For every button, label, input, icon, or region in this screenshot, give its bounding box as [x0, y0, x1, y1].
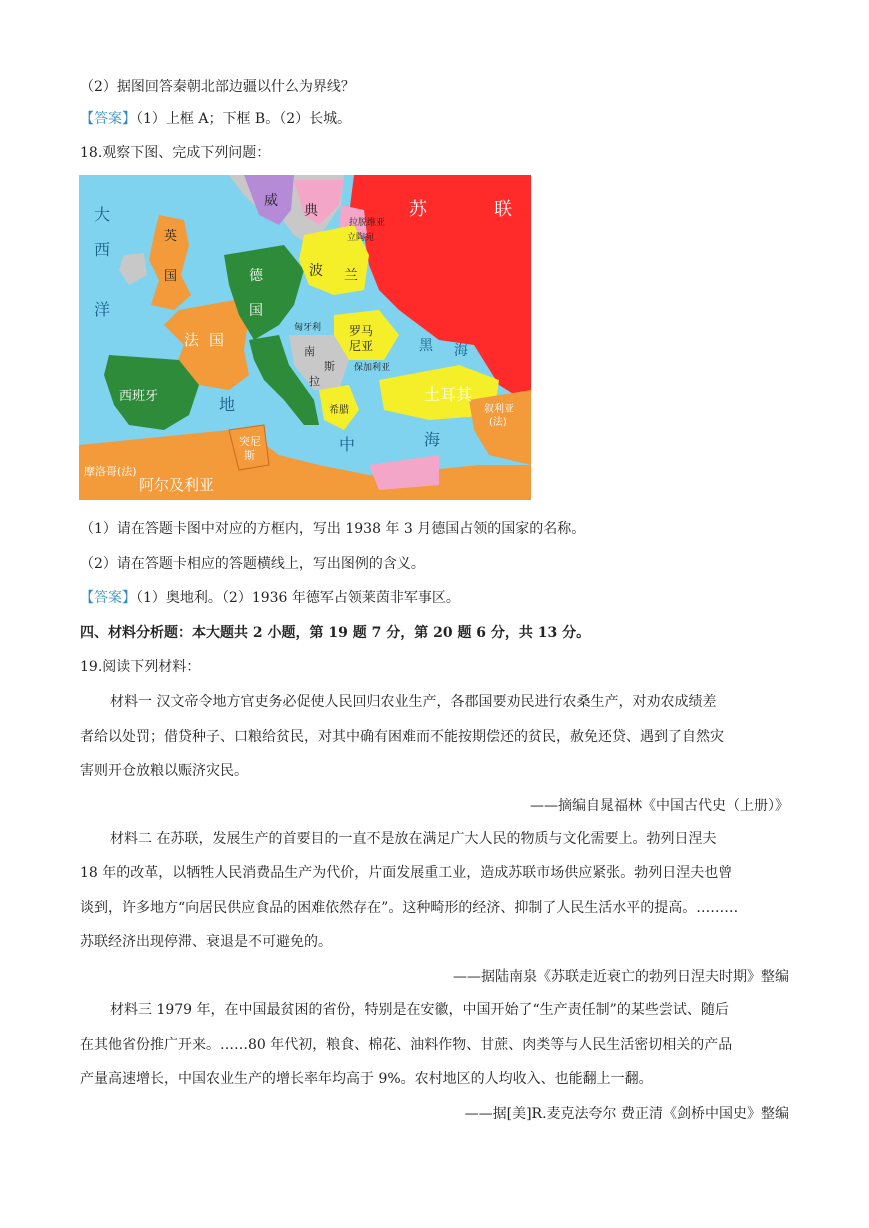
svg-text:斯: 斯 — [324, 360, 335, 373]
section4-heading: 四、材料分析题：本大题共 2 小题，第 19 题 7 分，第 20 题 6 分，共 13 分。 — [80, 625, 591, 641]
svg-text:立陶宛: 立陶宛 — [347, 233, 375, 243]
svg-text:西: 西 — [94, 240, 111, 259]
svg-text:国: 国 — [164, 269, 178, 284]
q17-answer — [80, 108, 351, 128]
svg-text:(法): (法) — [489, 417, 507, 428]
svg-text:洋: 洋 — [94, 300, 111, 319]
q17-part2: （2）据图回答秦朝北部边疆以什么为界线？ — [80, 79, 355, 95]
map-label-soviet1: 苏 — [409, 199, 427, 220]
material2-line1: 材料二 在苏联，发展生产的首要目的一直不是放在满足广大人民的物质与文化需要上。勃列日涅夫 — [110, 831, 717, 847]
svg-text:中: 中 — [339, 435, 356, 454]
material3-line2: 在其他省份推广开来。……80 年代初，粮食、棉花、油料作物、甘蔗、肉类等与人民生活密切相关的产品 — [80, 1037, 733, 1053]
material2-source: ——据陆南泉《苏联走近衰亡的勃列日涅夫时期》整编 — [453, 969, 789, 985]
svg-text:德: 德 — [249, 268, 263, 284]
svg-text:海: 海 — [454, 343, 468, 359]
svg-text:威: 威 — [264, 193, 278, 209]
material2-line4: 苏联经济出现停滞、衰退是不可避免的。 — [80, 934, 332, 950]
svg-text:联: 联 — [494, 199, 512, 220]
svg-text:土耳其: 土耳其 — [424, 385, 473, 404]
svg-text:罗马: 罗马 — [349, 324, 374, 338]
answer-text: （1）上框 A；下框 B。（2）长城。 — [136, 111, 352, 127]
material3-source: ——据[美]R.麦克法夸尔 费正清《剑桥中国史》整编 — [464, 1106, 789, 1122]
answer-text: （1）奥地利。（2）1936 年德军占领莱茵非军事区。 — [136, 590, 460, 606]
svg-text:希腊: 希腊 — [329, 405, 349, 416]
svg-text:斯: 斯 — [244, 449, 255, 462]
svg-text:典: 典 — [304, 203, 318, 219]
material3-line1: 材料三 1979 年，在中国最贫困的省份，特别是在安徽，中国开始了“生产责任制”的某些尝试、随后 — [110, 1002, 729, 1018]
svg-text:摩洛哥(法): 摩洛哥(法) — [84, 465, 137, 478]
svg-text:国: 国 — [209, 331, 225, 349]
q18-answer — [80, 587, 460, 607]
svg-text:波: 波 — [309, 263, 323, 279]
q18-part1: （1）请在答题卡图中对应的方框内，写出 1938 年 3 月德国占领的国家的名称。 — [80, 521, 586, 537]
material3-line3: 产量高速增长，中国农业生产的增长率年均高于 9%。农村地区的人均收入、也能翻上一翻。 — [80, 1071, 653, 1087]
material2-line3: 谈到，许多地方“向居民供应食品的困难依然存在”。这种畸形的经济、抑制了人民生活水平的提高。……… — [80, 900, 739, 916]
map-label-ocean1: 大 — [94, 205, 111, 224]
q18-part2: （2）请在答题卡相应的答题横线上，写出图例的含义。 — [80, 556, 425, 572]
svg-text:黑: 黑 — [419, 338, 433, 354]
svg-text:英: 英 — [164, 229, 178, 244]
answer-tag: 【答案】 — [80, 111, 136, 127]
europe-1938-map — [79, 175, 531, 500]
q18-title: 18.观察下图、完成下列问题： — [80, 145, 271, 161]
answer-tag: 【答案】 — [80, 590, 136, 606]
svg-text:叙利亚: 叙利亚 — [484, 404, 514, 415]
svg-text:阿尔及利亚: 阿尔及利亚 — [139, 476, 215, 494]
svg-text:地: 地 — [219, 395, 236, 414]
svg-text:尼亚: 尼亚 — [349, 339, 374, 353]
q19-title: 19.阅读下列材料： — [80, 659, 201, 675]
svg-text:西班牙: 西班牙 — [119, 389, 159, 404]
svg-text:突尼: 突尼 — [239, 435, 261, 448]
svg-text:兰: 兰 — [344, 268, 358, 284]
svg-text:拉: 拉 — [309, 375, 320, 388]
svg-text:国: 国 — [249, 303, 263, 319]
svg-text:海: 海 — [424, 430, 441, 449]
svg-text:拉脱维亚: 拉脱维亚 — [349, 218, 386, 228]
material2-line2: 18 年的改革，以牺牲人民消费品生产为代价，片面发展重工业，造成苏联市场供应紧张。勃列日涅夫也曾 — [80, 865, 733, 881]
svg-text:匈牙利: 匈牙利 — [294, 323, 322, 333]
material1-line1: 材料一 汉文帝令地方官吏务必促使人民回归农业生产，各郡国要劝民进行农桑生产，对劝农成绩差 — [110, 694, 717, 710]
material1-source: ——摘编自晁福林《中国古代史（上册）》 — [530, 798, 789, 814]
svg-text:保加利亚: 保加利亚 — [354, 363, 391, 373]
material1-line2: 者给以处罚；借贷种子、口粮给贫民，对其中确有困难而不能按期偿还的贫民，赦免还贷、遇到了自然灾 — [80, 729, 724, 745]
svg-text:法: 法 — [184, 331, 200, 349]
material1-line3: 害则开仓放粮以赈济灾民。 — [80, 763, 248, 779]
svg-text:南: 南 — [304, 345, 315, 358]
